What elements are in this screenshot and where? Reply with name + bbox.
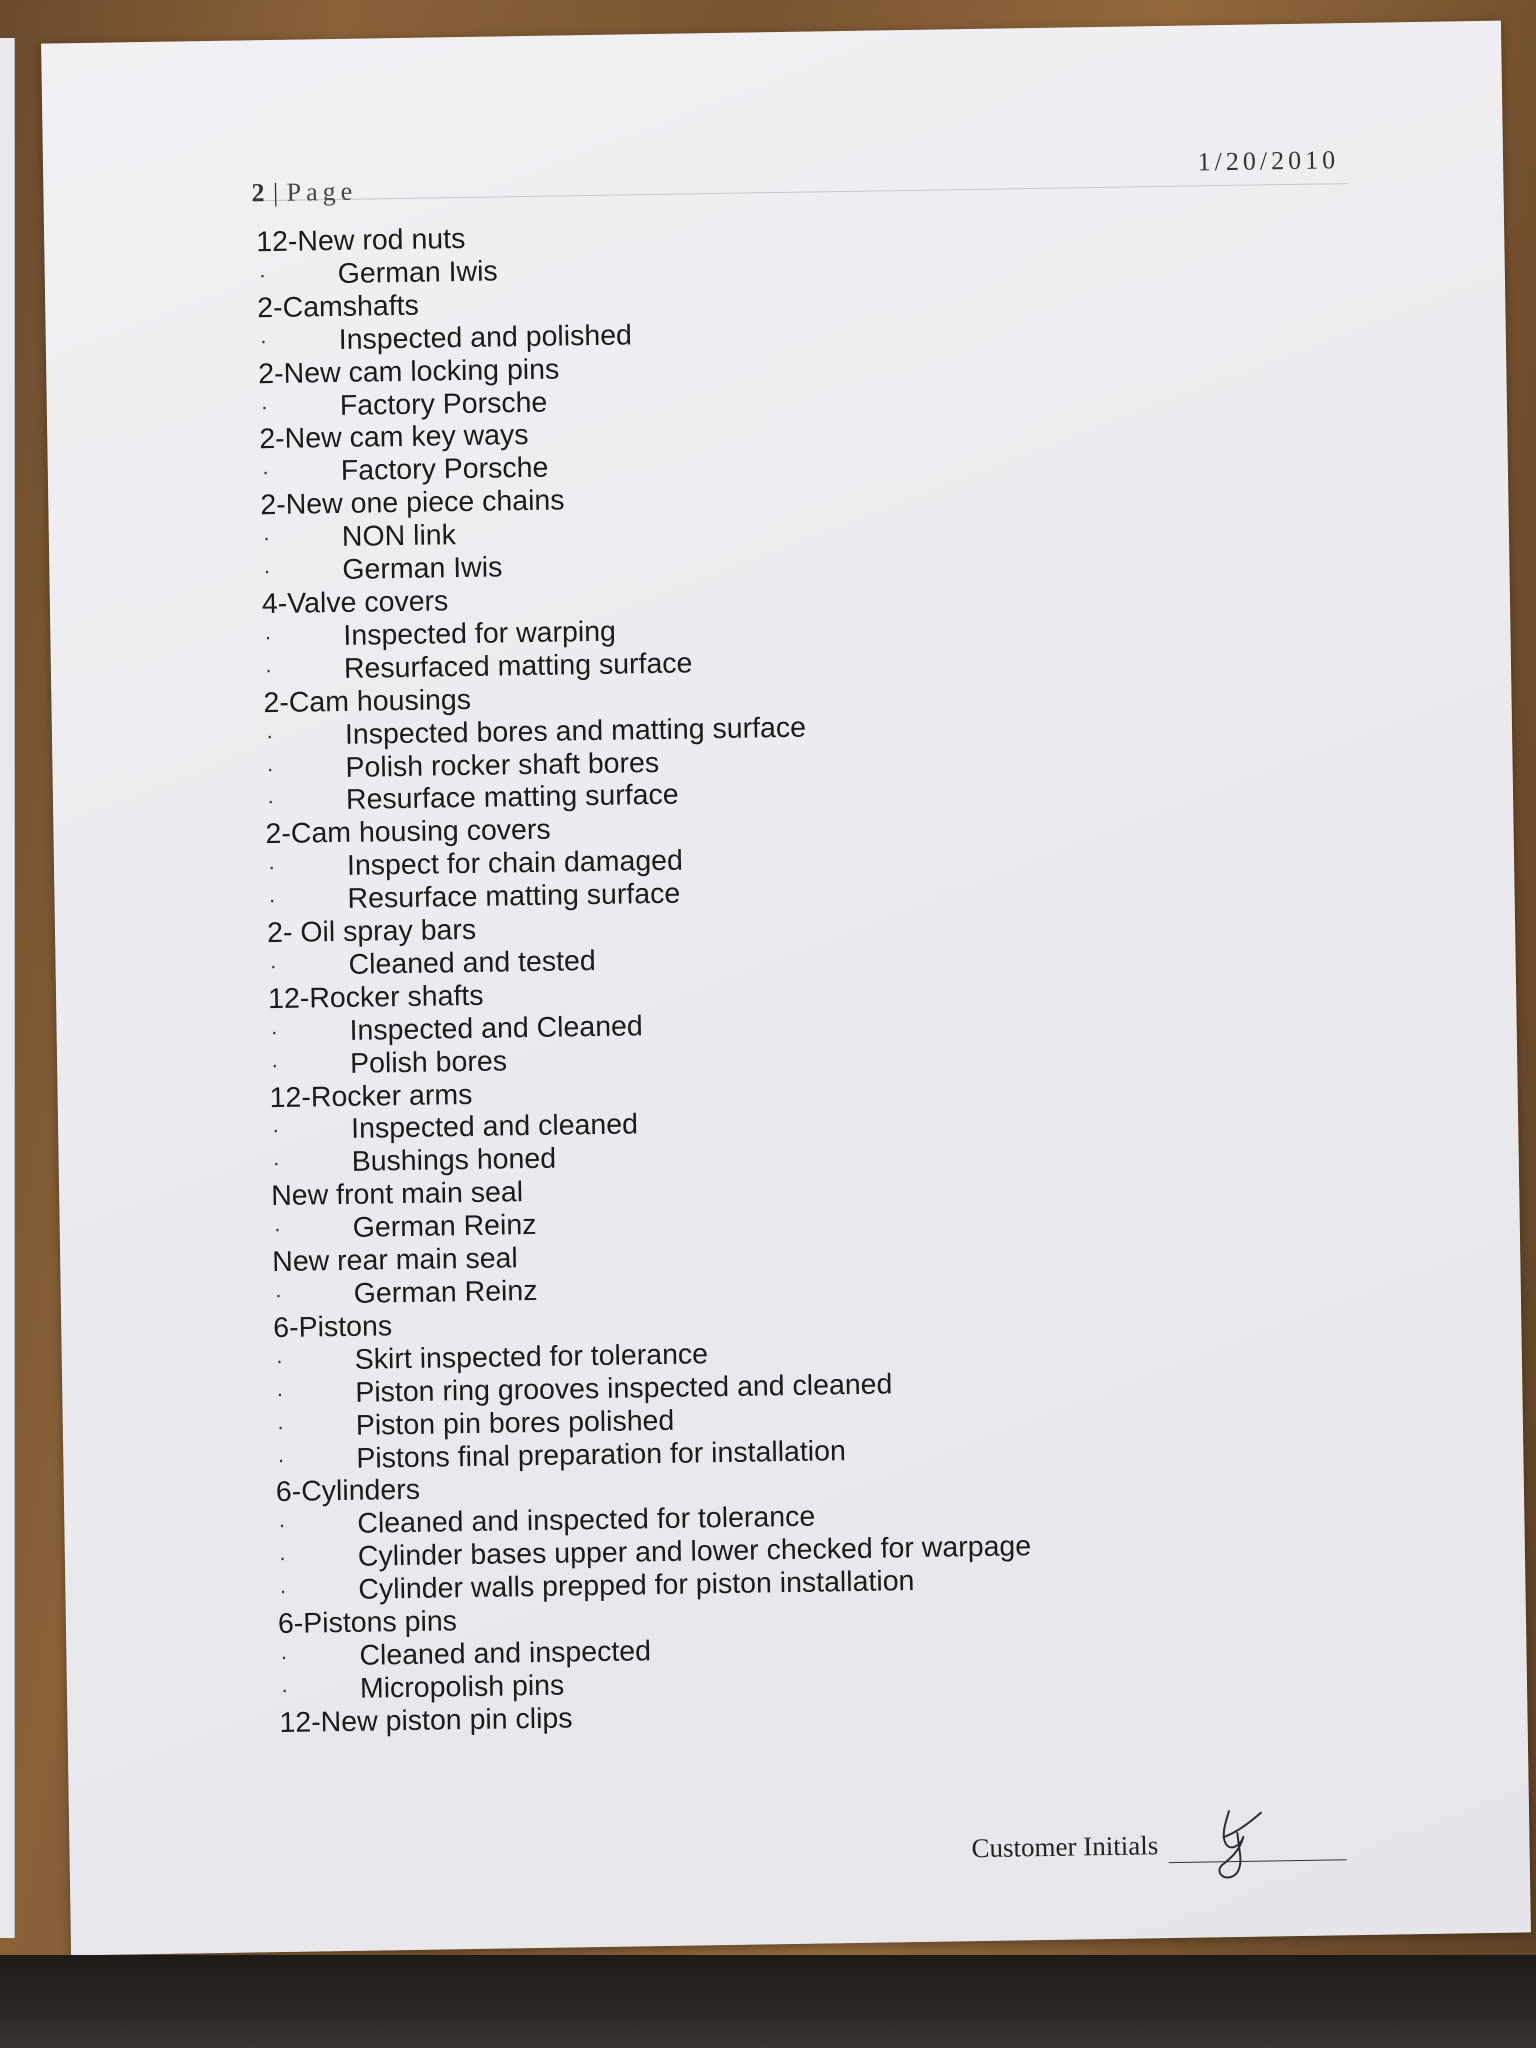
bullet-icon: · [278,1512,286,1538]
sub-item-text: Factory Porsche [340,452,549,488]
sub-item-text: Skirt inspected for tolerance [354,1338,709,1376]
bullet-icon: · [266,755,275,781]
sub-item-text: Cleaned and tested [348,944,597,981]
list-item: 6-Cylinders [275,1474,421,1509]
page-number: 2 [251,178,266,208]
list-item: 2-New cam locking pins [258,353,560,390]
bullet-icon: · [272,1150,281,1176]
list-item: 12-Rocker arms [269,1078,473,1114]
parts-list [256,209,1380,1740]
list-item: 2-New one piece chains [260,484,565,522]
bullet-icon: · [279,1578,287,1604]
list-item: 2-New cam key ways [259,419,529,456]
list-item: New front main seal [270,1176,524,1213]
list-item: 12-New rod nuts [255,222,466,259]
sub-item-text: Inspect for chain damaged [346,844,684,883]
list-item: 2-Camshafts [257,289,420,325]
list-item: 2-Cam housing covers [265,813,551,851]
document-page [41,21,1531,1956]
bullet-icon: · [259,327,268,353]
bullet-icon: · [280,1643,288,1669]
page-header [251,127,1348,208]
sub-item-text: German Iwis [337,255,498,290]
sub-item-text: Inspected bores and matting surface [344,711,807,751]
bullet-icon: · [264,656,273,682]
sub-item-text: Inspected and Cleaned [349,1010,643,1047]
bullet-icon: · [276,1413,285,1439]
sub-item-text: Cylinder bases upper and lower checked for warpage [357,1530,1032,1574]
sub-item-text: Inspected for warping [343,615,617,652]
list-item: 12-Rocker shafts [267,979,484,1015]
customer-initials-block [971,1823,1392,1890]
bullet-icon: · [269,952,278,979]
sub-item-text: Bushings honed [351,1143,557,1179]
bullet-icon: · [264,623,272,650]
list-item: 6-Pistons [273,1310,393,1344]
bullet-icon: · [277,1446,285,1472]
sub-item-text: German Reinz [352,1209,537,1245]
sub-item-text: Piston ring grooves inspected and cleaned [355,1368,893,1409]
bullet-icon: · [274,1281,283,1308]
bullet-icon: · [262,525,271,551]
list-item: 6-Pistons pins [277,1605,458,1641]
sub-item-text: Cleaned and inspected [359,1635,652,1672]
bullet-icon: · [265,722,274,748]
list-item: New rear main seal [271,1242,518,1279]
sub-item-text: Micropolish pins [359,1669,565,1705]
sub-item-text: Piston pin bores polished [355,1404,675,1442]
list-item: 2-Cam housings [263,683,472,719]
sub-item-text: Resurfaced matting surface [343,647,693,685]
sub-item-text: Polish rocker shaft bores [345,746,660,784]
sub-item-text: Cylinder walls prepped for piston installation [358,1565,915,1606]
bullet-icon: · [263,558,271,584]
bullet-icon: · [275,1347,284,1373]
bullet-icon: · [267,854,276,880]
sub-item-text: Inspected and polished [338,319,633,356]
sub-item-text: German Iwis [342,551,503,586]
list-item: 4-Valve covers [261,585,449,621]
sub-item-text: German Reinz [353,1274,538,1310]
sub-item-text: Cleaned and inspected for tolerance [357,1500,816,1541]
bullet-icon: · [270,1018,279,1044]
sub-item-text: Factory Porsche [339,386,548,422]
bullet-icon: · [258,261,267,288]
page-number-label [251,177,357,209]
bullet-icon: · [273,1216,282,1242]
sub-item-text: NON link [341,519,457,554]
bullet-icon: · [278,1545,287,1571]
floor-background [0,1955,1536,2048]
bullet-icon: · [261,459,270,485]
page-word: Page [286,176,358,207]
bullet-icon: · [276,1380,284,1406]
bullet-icon: · [271,1117,280,1143]
sub-item-text: Polish bores [349,1045,508,1080]
sub-item-text: Resurface matting surface [347,877,681,915]
handwritten-initials-signature [1199,1802,1280,1883]
customer-initials-label: Customer Initials [971,1830,1159,1864]
bullet-icon: · [280,1676,289,1702]
page-separator: | [272,177,280,207]
sub-item-text: Resurface matting surface [345,779,679,817]
bullet-icon: · [266,788,275,814]
document-date: 1/20/2010 [1197,145,1340,177]
bullet-icon: · [268,887,277,913]
bullet-icon: · [260,393,269,419]
sub-item-text: Inspected and cleaned [350,1108,639,1146]
list-item: 2- Oil spray bars [266,913,477,950]
list-item: 12-New piston pin clips [279,1702,573,1739]
bullet-icon: · [270,1051,279,1077]
adjacent-paper-edge [0,38,15,1938]
sub-item-text: Pistons final preparation for installation [356,1434,847,1475]
